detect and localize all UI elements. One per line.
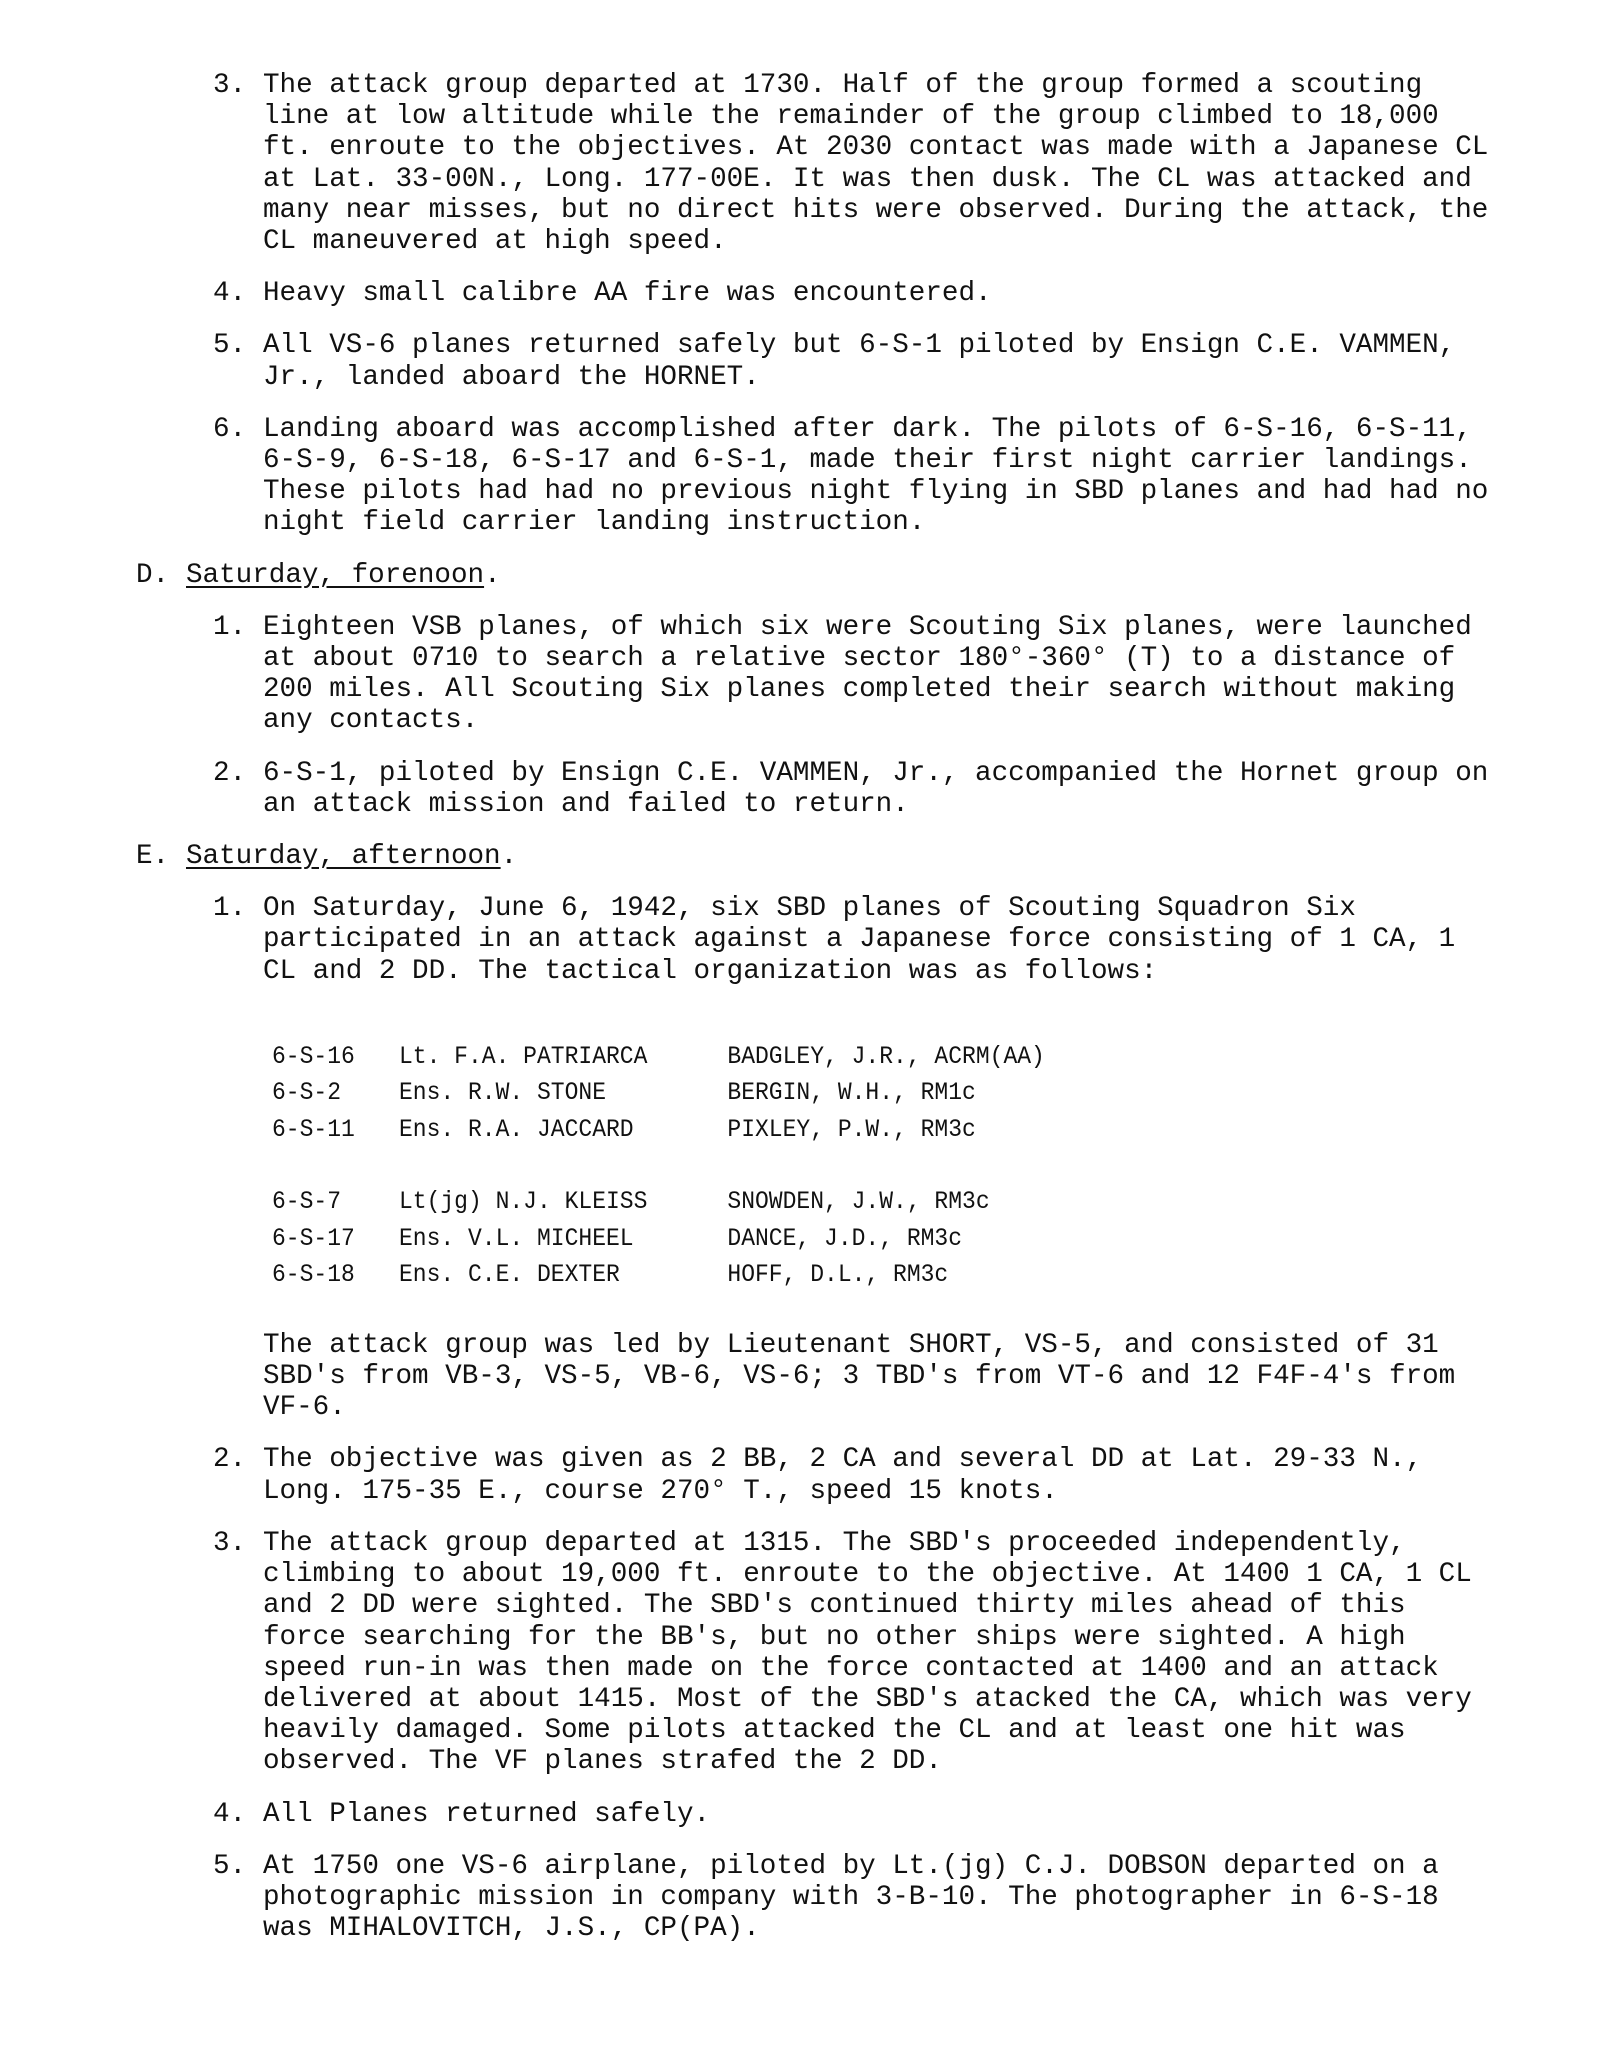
plane-cell: 6-S-11 (272, 1114, 355, 1144)
paragraph-item: 1. On Saturday, June 6, 1942, six SBD planes of Scouting Squadron Six participated in an attack against a Japanese force consisting of 1 CA, 1 CL and 2 DD. The tactical organization was as follows: (213, 893, 1472, 987)
gunner-cell: DANCE, J.D., RM3c (727, 1223, 963, 1253)
paragraph-item (213, 278, 1503, 310)
crew-group (272, 1039, 1494, 1149)
paragraph-item (213, 1850, 1503, 1945)
paragraph-item (213, 70, 1505, 258)
plane-cell: 6-S-7 (272, 1187, 342, 1217)
pilot-cell: Ens. V.L. MICHEEL (398, 1223, 634, 1253)
item-text: Landing aboard was accomplished after dark. The pilots of 6-S-16, 6-S-11, 6-S-9, 6-S-18, 6-S-17 and 6-S-1, made their first night carrier landings. These pilots had had no previous night flying in SBD planes and had had no night field carrier landing instruction. (263, 413, 1505, 539)
plane-cell: 6-S-16 (272, 1041, 355, 1071)
document-page (0, 70, 1600, 1965)
item-number: 2. (213, 757, 247, 789)
gunner-cell: BERGIN, W.H., RM1c (727, 1078, 976, 1108)
item-text: The attack group departed at 1315. The SBD's proceeded independently, climbing to about 19,000 ft. enroute to the objective. At 1400 1 CA, 1 CL and 2 DD were sighted. The SBD's continued thirty miles ahead of this force searching for the BB's, but no other ships were sighted. A high speed run-in was then made on the force contacted at 1400 and an attack delivered at about 1415. Most of the SBD's atacked the CA, which was very heavily damaged. Some pilots attacked the CL and at least one hit was observed. The VF planes strafed the 2 DD. (263, 1527, 1489, 1778)
pilot-cell: Ens. C.E. DEXTER (398, 1260, 620, 1290)
crew-group (272, 1184, 1494, 1294)
item-text: The objective was given as 2 BB, 2 CA and several DD at Lat. 29-33 N., Long. 175-35 E., course 270° T., speed 15 knots. (263, 1444, 1439, 1507)
item-text: Heavy small calibre AA fire was encountered. (263, 278, 992, 310)
paragraph-continuation: The attack group was led by Lieutenant SHORT, VS-5, and consisted of 31 SBD's from VB-3, VS-5, VB-6, VS-6; 3 TBD's from VT-6 and 12 F4F-4's from VF-6. (263, 1329, 1456, 1424)
paragraph-item (213, 1527, 1503, 1778)
gunner-cell: HOFF, D.L., RM3c (727, 1260, 949, 1290)
item-number: 5. (213, 1850, 247, 1882)
item-number: 1. (213, 611, 247, 643)
plane-cell: 6-S-18 (272, 1260, 355, 1290)
item-text: All Planes returned safely. (263, 1798, 711, 1830)
gunner-cell: PIXLEY, P.W., RM3c (727, 1114, 976, 1144)
item-number: 2. (213, 1444, 247, 1476)
pilot-cell: Lt. F.A. PATRIARCA (398, 1041, 648, 1071)
pilot-cell: Lt(jg) N.J. KLEISS (398, 1187, 648, 1217)
item-number: 3. (213, 70, 247, 101)
paragraph-item (213, 413, 1505, 539)
item-text: All VS-6 planes returned safely but 6-S-1 piloted by Ensign C.E. VAMMEN, Jr., landed aboard the HORNET. (263, 330, 1472, 393)
item-text: At 1750 one VS-6 airplane, piloted by Lt.(jg) C.J. DOBSON departed on a photographic mission in company with 3-B-10. The photographer in 6-S-18 was MIHALOVITCH, J.S., CP(PA). (263, 1850, 1456, 1945)
item-text: Eighteen VSB planes, of which six were Scouting Six planes, were launched at about 0710 to search a relative sector 180°-360° (T) to a distance of 200 miles. All Scouting Six planes completed their search without making any contacts. (263, 611, 1489, 737)
paragraph-item (213, 330, 1503, 393)
paragraph-item (213, 1444, 1503, 1507)
item-number: 4. (213, 278, 247, 310)
table-row (272, 1112, 1494, 1149)
paragraph-item (213, 757, 1505, 820)
table-row (272, 1257, 1494, 1294)
paragraph-item (213, 1798, 1503, 1830)
item-number: 5. (213, 330, 247, 362)
plane-cell: 6-S-17 (272, 1223, 355, 1253)
crew-table (272, 1039, 1494, 1294)
item-number: 4. (213, 1798, 247, 1830)
item-number: 6. (213, 413, 247, 445)
pilot-cell: Ens. R.W. STONE (398, 1078, 607, 1108)
table-row (272, 1039, 1494, 1076)
gunner-cell: SNOWDEN, J.W., RM3c (727, 1187, 990, 1217)
section-e-heading: E. Saturday, afternoon. (136, 841, 518, 873)
plane-cell: 6-S-2 (272, 1078, 342, 1108)
table-row (272, 1221, 1494, 1258)
table-row (272, 1075, 1494, 1112)
item-text: The attack group departed at 1730. Half of the group formed a scouting line at low altitude while the remainder of the group climbed to 18,000 ft. enroute to the objectives. At 2030 contact was made with a Japanese CL at Lat. 33-00N., Long. 177-00E. It was then dusk. The CL was attacked and many near misses, but no direct hits were observed. During the attack, the CL maneuvered at high speed. (263, 70, 1505, 258)
item-text: 6-S-1, piloted by Ensign C.E. VAMMEN, Jr., accompanied the Hornet group on an attack mission and failed to return. (263, 757, 1505, 820)
section-d-heading: D. Saturday, forenoon. (136, 559, 501, 591)
table-row (272, 1184, 1494, 1221)
pilot-cell: Ens. R.A. JACCARD (398, 1114, 634, 1144)
item-number: 3. (213, 1527, 247, 1559)
paragraph-item (213, 611, 1503, 737)
gunner-cell: BADGLEY, J.R., ACRM(AA) (727, 1041, 1045, 1071)
